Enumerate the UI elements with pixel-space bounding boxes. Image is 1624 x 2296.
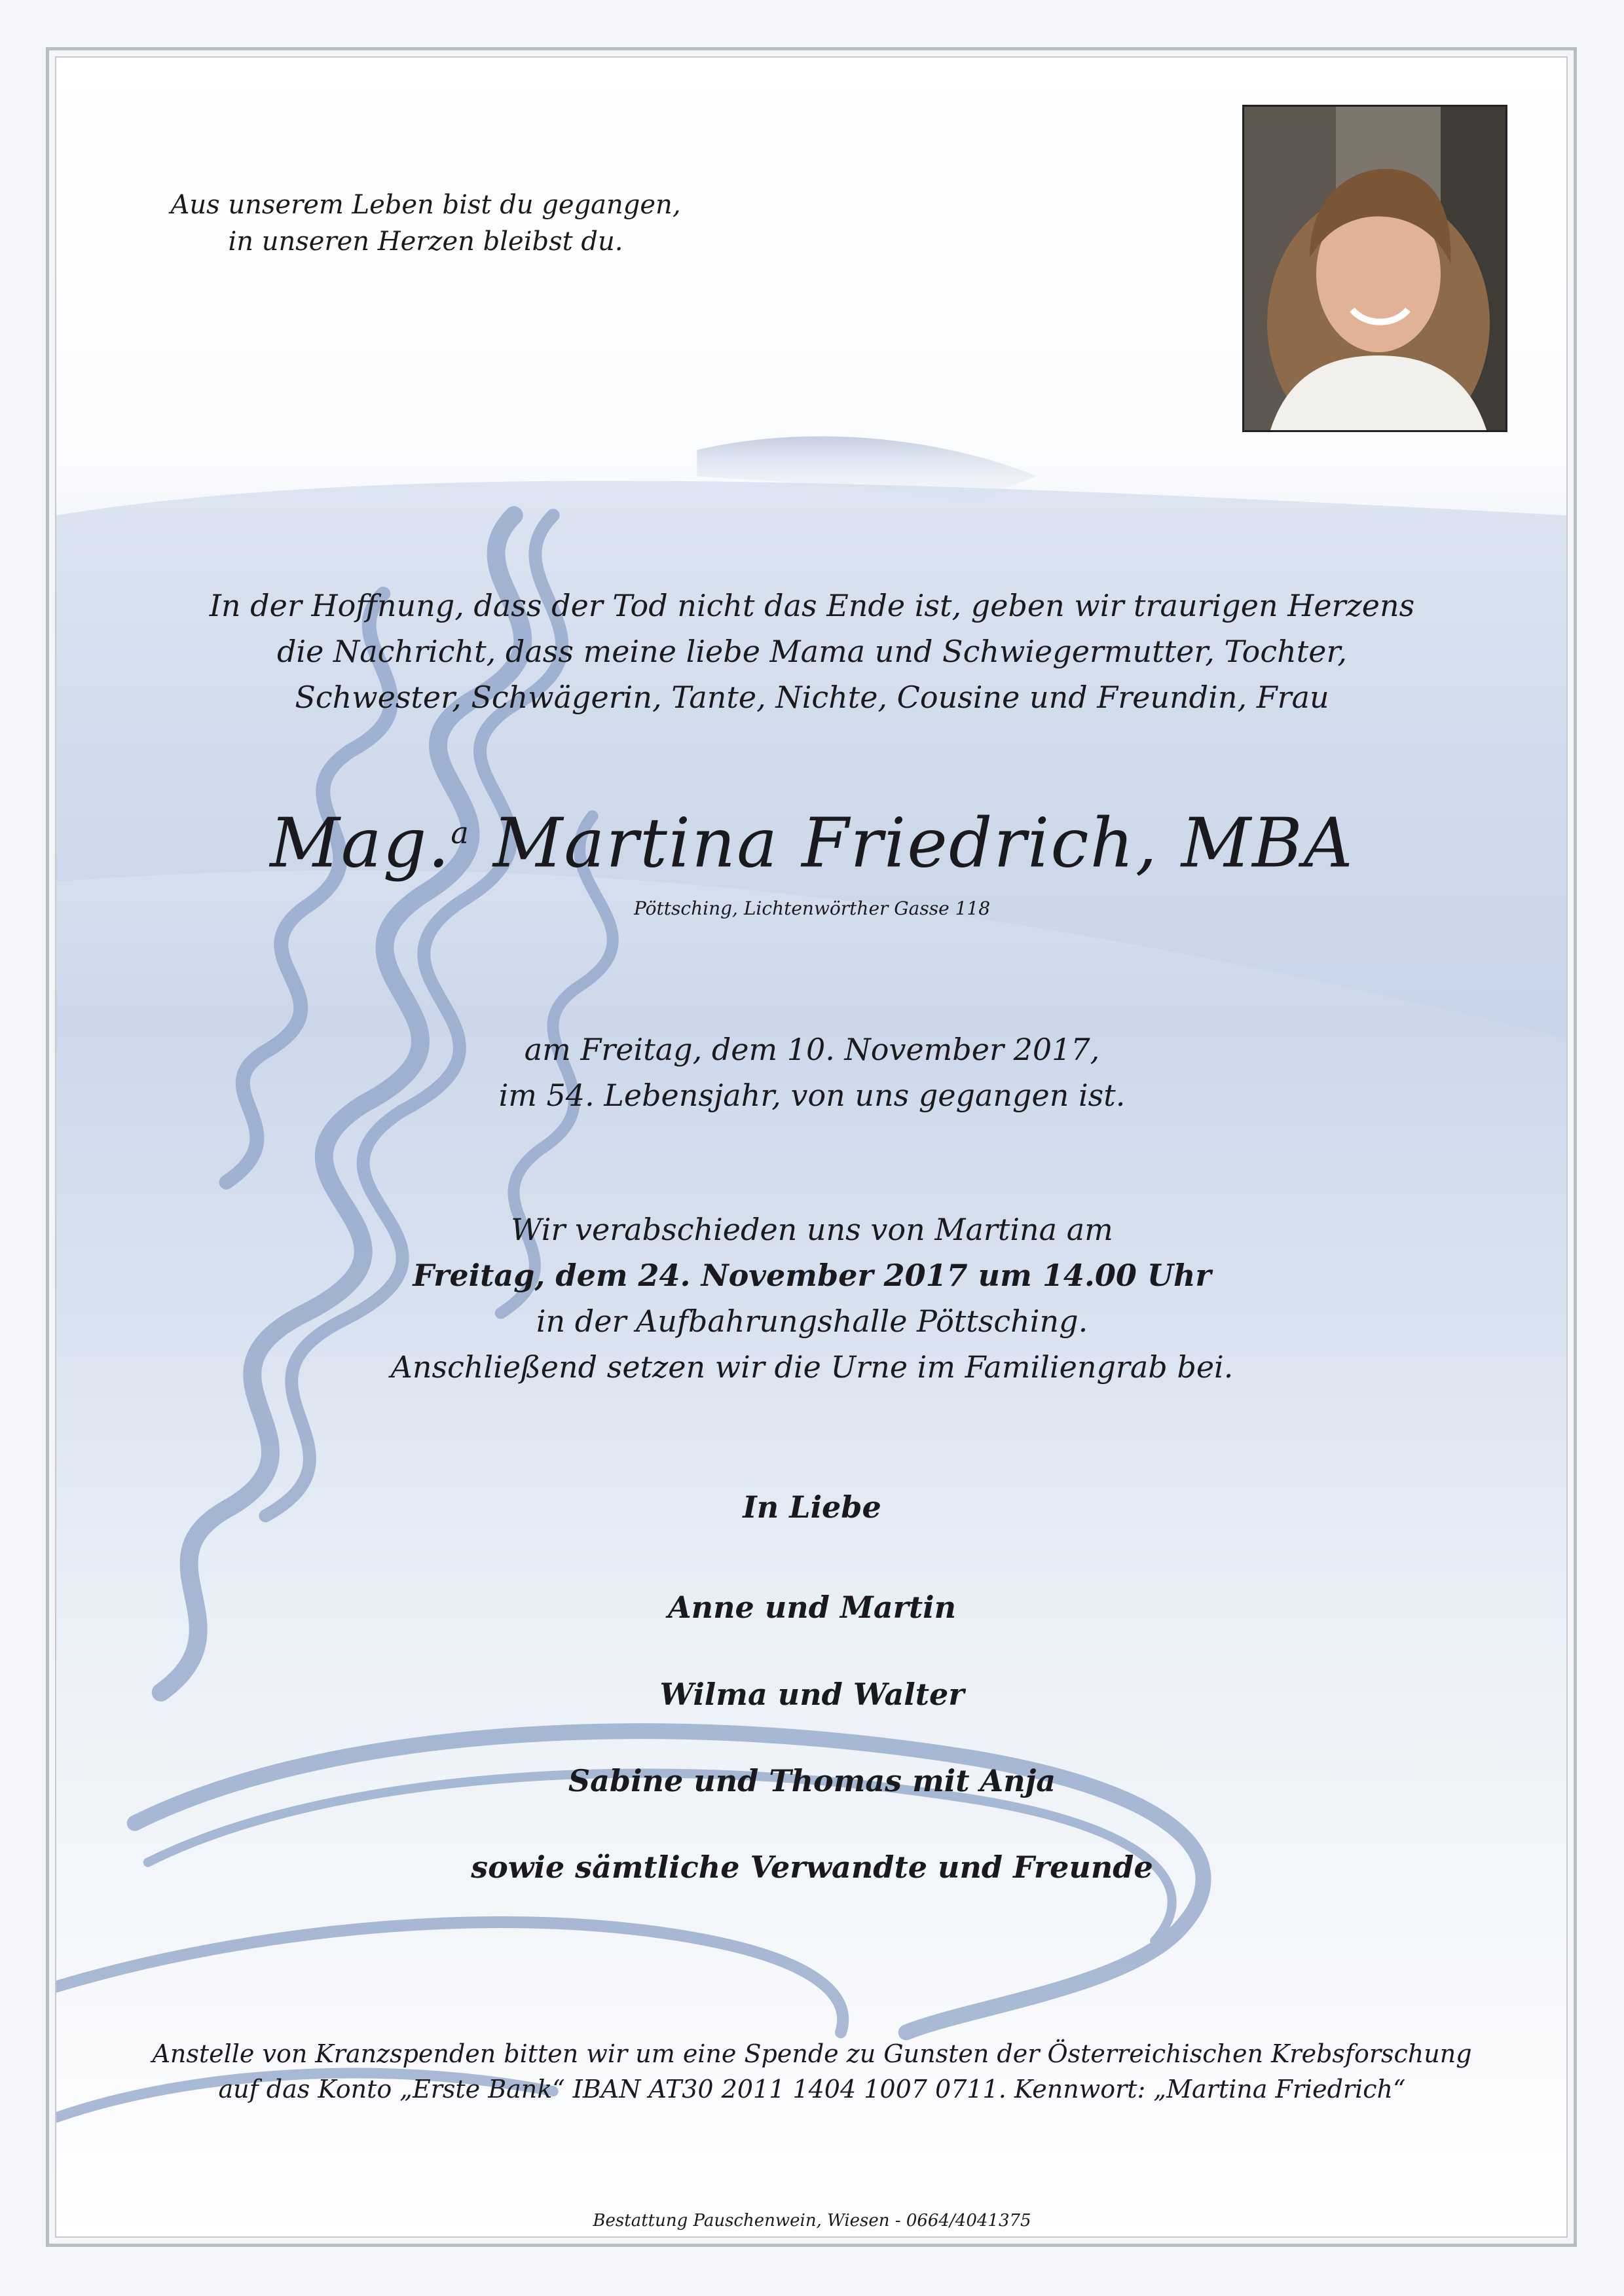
farewell-line-4: Anschließend setzen wir die Urne im Familiengrab bei. [390, 1349, 1234, 1385]
farewell-line-2: Freitag, dem 24. November 2017 um 14.00 Uhr [413, 1258, 1211, 1293]
mourner-name-4: sowie sämtliche Verwandte und Freunde [471, 1850, 1153, 1885]
name-prefix: Mag. [270, 803, 451, 883]
mourners-opening: In Liebe [743, 1489, 881, 1525]
donation-line-2: auf das Konto „Erste Bank“ IBAN AT30 2011 1404 1007 0711. Kennwort: „Martina Friedrich“ [218, 2075, 1406, 2104]
deceased-address: Pöttsching, Lichtenwörther Gasse 118 [633, 898, 991, 919]
death-line-1: am Freitag, dem 10. November 2017, [524, 1032, 1100, 1067]
memorial-quote [131, 187, 720, 260]
intro-line-1: In der Hoffnung, dass der Tod nicht das Ende ist, geben wir traurigen Herzens [209, 588, 1415, 623]
undertaker-footer: Bestattung Pauschenwein, Wiesen - 0664/4041375 [593, 2211, 1031, 2231]
portrait-photo [1242, 105, 1507, 432]
farewell-line-3: in der Aufbahrungshalle Pöttsching. [536, 1303, 1088, 1339]
deceased-name [0, 793, 1624, 883]
intro-line-3: Schwester, Schwägerin, Tante, Nichte, Cousine und Freundin, Frau [295, 680, 1329, 715]
mourner-name-2: Wilma und Walter [659, 1677, 965, 1712]
intro-line-2: die Nachricht, dass meine liebe Mama und Schwiegermutter, Tochter, [276, 634, 1347, 669]
donation-line-1: Anstelle von Kranzspenden bitten wir um eine Spende zu Gunsten der Österreichischen Krebsforschung [152, 2039, 1472, 2068]
mourner-name-1: Anne und Martin [667, 1590, 957, 1625]
donation-request [0, 2036, 1624, 2107]
death-line-2: im 54. Lebensjahr, von uns gegangen ist. [498, 1078, 1126, 1113]
funeral-details [0, 1207, 1624, 1390]
intro-text [0, 583, 1624, 720]
name-main: Martina Friedrich, MBA [470, 803, 1354, 883]
quote-line-2: in unseren Herzen bleibst du. [228, 227, 623, 257]
portrait-image [1244, 107, 1505, 430]
quote-line-1: Aus unserem Leben bist du gegangen, [170, 190, 681, 220]
name-superscript: a [451, 815, 470, 850]
farewell-line-1: Wir verabschieden uns von Martina am [511, 1212, 1113, 1247]
death-notice [0, 1027, 1624, 1118]
mourner-name-3: Sabine und Thomas mit Anja [568, 1763, 1056, 1798]
